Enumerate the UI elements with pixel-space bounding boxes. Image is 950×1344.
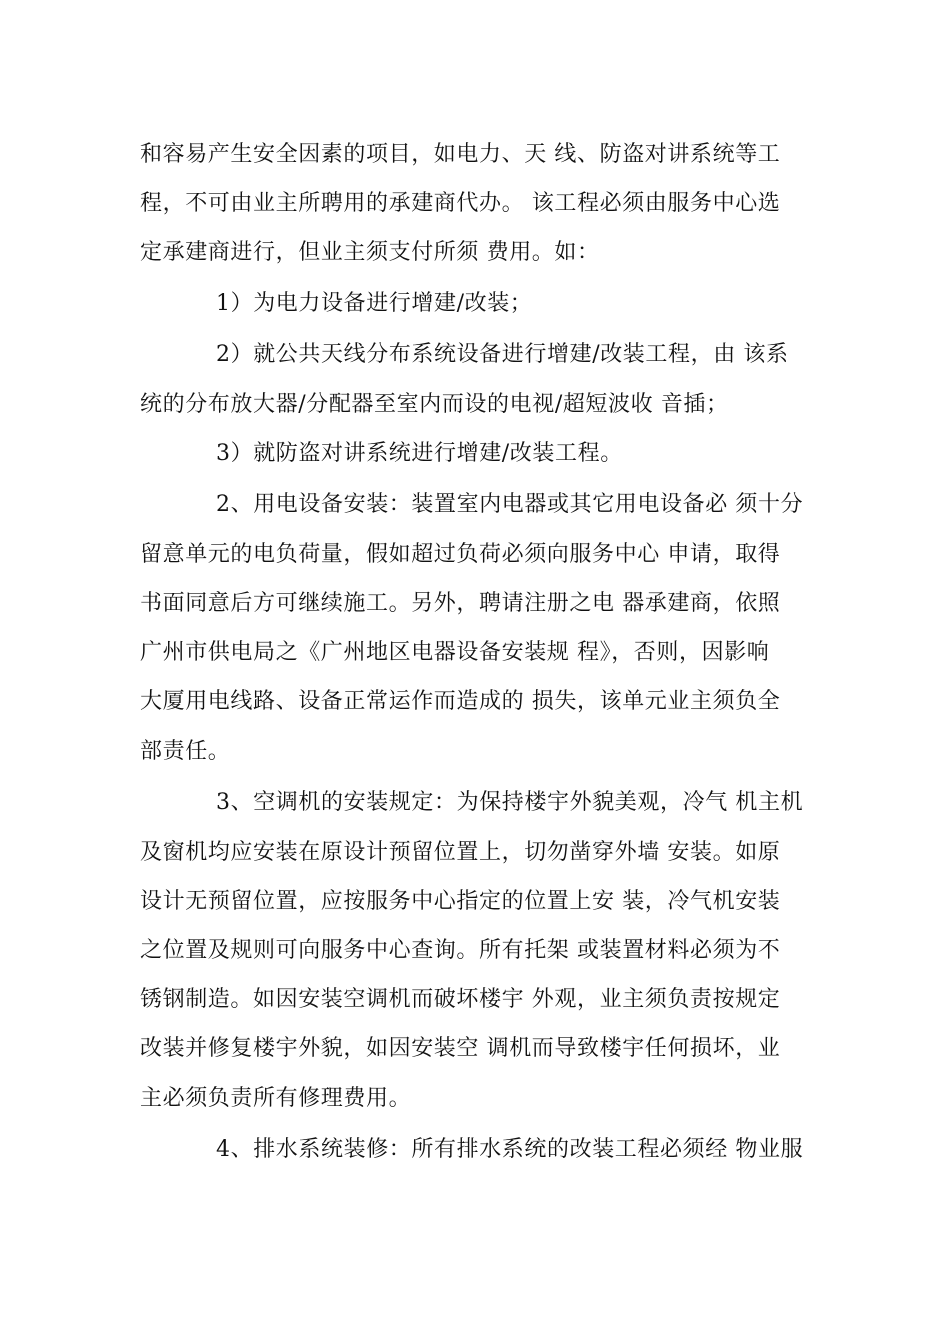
- text-line-12: 大厦用电线路、设备正常运作而造成的 损失，该单元业主须负全: [140, 689, 781, 714]
- text-line-19: 改装并修复楼宇外貌，如因安装空 调机而导致楼宇任何损坏，业: [140, 1036, 781, 1061]
- text-line-20: 主必须负责所有修理费用。: [140, 1086, 412, 1111]
- text-line-17: 之位置及规则可向服务中心查询。所有托架 或装置材料必须为不: [140, 938, 781, 963]
- text-line-2: 程，不可由业主所聘用的承建商代办。 该工程必须由服务中心选: [140, 191, 781, 216]
- text-line-16: 设计无预留位置，应按服务中心指定的位置上安 装，冷气机安装: [140, 889, 781, 914]
- text-line-6: 统的分布放大器/分配器至室内而设的电视/超短波收 音插；: [140, 392, 729, 417]
- section-4-heading-line: 4、排水系统装修：所有排水系统的改装工程必须经 物业服: [216, 1137, 804, 1162]
- text-line-9: 留意单元的电负荷量，假如超过负荷必须向服务中心 申请，取得: [140, 542, 781, 567]
- text-line-15: 及窗机均应安装在原设计预留位置上，切勿凿穿外墙 安装。如原: [140, 840, 781, 865]
- text-line-13: 部责任。: [140, 739, 231, 764]
- list-item-3: 3）就防盗对讲系统进行增建/改装工程。: [216, 441, 623, 466]
- list-item-2: 2）就公共天线分布系统设备进行增建/改装工程，由 该系: [216, 342, 789, 367]
- section-2-heading-line: 2、用电设备安装：装置室内电器或其它用电设备必 须十分: [216, 492, 804, 517]
- list-item-1: 1）为电力设备进行增建/改装；: [216, 291, 533, 316]
- text-line-11: 广州市供电局之《广州地区电器设备安装规 程》，否则，因影响: [140, 640, 770, 665]
- text-line-3: 定承建商进行，但业主须支付所须 费用。如：: [140, 240, 600, 265]
- text-line-10: 书面同意后方可继续施工。另外，聘请注册之电 器承建商，依照: [140, 591, 781, 616]
- text-line-18: 锈钢制造。如因安装空调机而破坏楼宇 外观，业主须负责按规定: [140, 987, 781, 1012]
- section-3-heading-line: 3、空调机的安装规定：为保持楼宇外貌美观，冷气 机主机: [216, 790, 804, 815]
- text-line-1: 和容易产生安全因素的项目，如电力、天 线、防盗对讲系统等工: [140, 142, 781, 167]
